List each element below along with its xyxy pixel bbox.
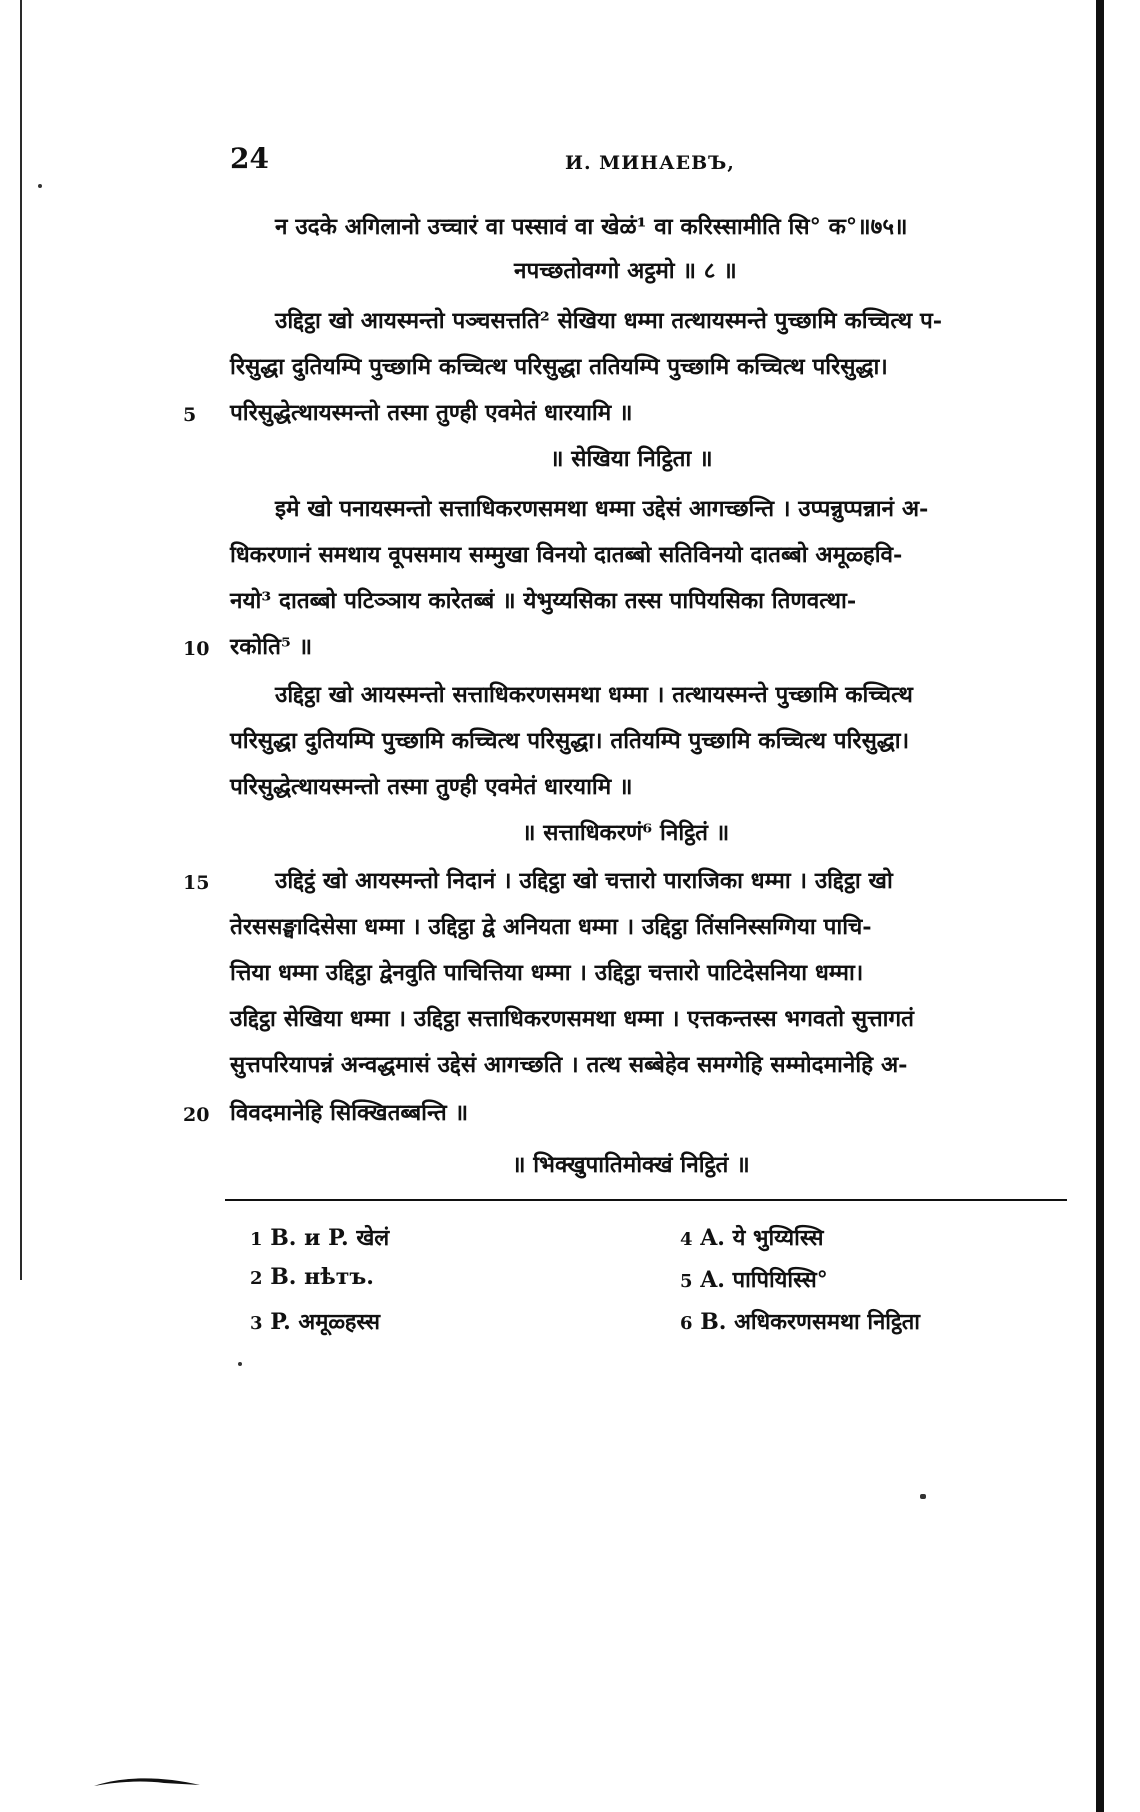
text-line: न उदके अगिलानो उच्चारं वा पस्सावं वा खेळं¹ वा करिस्सामीति सि° क°॥७५॥ — [275, 214, 908, 240]
text-line: परिसुद्धा दुतियम्पि पुच्छामि कच्चित्थ परिसुद्धा। ततियम्पि पुच्छामि कच्चित्थ परिसुद्धा। — [230, 728, 910, 754]
text-line: रकोति⁵ ॥ — [230, 634, 313, 660]
footnote-number: 6 — [680, 1313, 693, 1334]
text-line: उद्दिट्ठा सेखिया धम्मा । उद्दिट्ठा सत्ताधिकरणसमथा धम्मा । एत्तकन्तस्स भगवतो सुत्तागतं — [230, 1006, 914, 1032]
text-line: धिकरणानं समथाय वूपसमाय सम्मुखा विनयो दातब्बो सतिविनयो दातब्बो अमूळ्हवि- — [230, 542, 903, 568]
footnote — [680, 1264, 828, 1294]
text-line: परिसुद्धेत्थायस्मन्तो तस्मा तुण्ही एवमेतं धारयामि ॥ — [230, 400, 633, 426]
text-line: रिसुद्धा दुतियम्पि पुच्छामि कच्चित्थ परिसुद्धा ततियम्पि पुच्छामि कच्चित्थ परिसुद्धा। — [230, 354, 888, 380]
footnote — [250, 1264, 374, 1290]
line-number: 20 — [183, 1104, 210, 1126]
section-ending: ॥ सेखिया निट्ठिता ॥ — [550, 446, 713, 472]
footnote-text: B. и P. खेलं — [270, 1225, 390, 1251]
footnote-number: 4 — [680, 1229, 693, 1250]
footnote-text: B. अधिकरणसमथा निट्ठिता — [700, 1309, 920, 1335]
text-line: उद्दिट्ठं खो आयस्मन्तो निदानं । उद्दिट्ठा खो चत्तारो पाराजिका धम्मा । उद्दिट्ठा खो — [275, 868, 893, 894]
scan-artifact-mark — [92, 1774, 202, 1788]
section-ending: ॥ सत्ताधिकरणं⁶ निट्ठितं ॥ — [522, 820, 730, 846]
footnote-number: 1 — [250, 1229, 263, 1250]
text-line: परिसुद्धेत्थायस्मन्तो तस्मा तुण्ही एवमेतं धारयामि ॥ — [230, 774, 633, 800]
text-line: इमे खो पनायस्मन्तो सत्ताधिकरणसमथा धम्मा उद्देसं आगच्छन्ति । उप्पन्नुप्पन्नानं अ- — [275, 496, 929, 522]
text-line: सुत्तपरियापन्नं अन्वद्धमासं उद्देसं आगच्छति । तत्थ सब्बेहेव समग्गेहि सम्मोदमानेहि अ- — [230, 1052, 908, 1078]
line-number: 15 — [183, 872, 210, 894]
text-line: उद्दिट्ठा खो आयस्मन्तो सत्ताधिकरणसमथा धम्मा । तत्थायस्मन्ते पुच्छामि कच्चित्थ — [275, 682, 913, 708]
footnote — [680, 1222, 824, 1252]
footnote — [250, 1306, 380, 1336]
section-ending: नपच्छतोवग्गो अट्ठमो ॥ ८ ॥ — [514, 258, 737, 284]
footnote-number: 3 — [250, 1313, 263, 1334]
footnote-number: 5 — [680, 1271, 693, 1292]
footnote-separator — [225, 1199, 1067, 1201]
closing-title: ॥ भिक्खुपातिमोक्खं निट्ठितं ॥ — [512, 1152, 750, 1178]
text-line: त्तिया धम्मा उद्दिट्ठा द्वेनवुति पाचित्तिया धम्मा । उद्दिट्ठा चत्तारो पाटिदेसनिया धम्मा। — [230, 960, 864, 986]
footnote-text: P. अमूळ्हस्स — [270, 1309, 381, 1335]
footnote-text: A. पापियिस्सि° — [700, 1267, 828, 1293]
line-number: 5 — [183, 404, 197, 426]
footnote — [680, 1306, 920, 1336]
footnote-number: 2 — [250, 1268, 263, 1289]
footnote-text: A. ये भुय्यिस्सि — [700, 1225, 824, 1251]
line-number: 10 — [183, 638, 210, 660]
text-line: विवदमानेहि सिक्खितब्बन्ति ॥ — [230, 1100, 469, 1126]
text-line: नयो³ दातब्बो पटिञ्ञाय कारेतब्बं ॥ येभुय्यसिका तस्स पापियसिका तिणवत्था- — [230, 588, 857, 614]
running-head-author: И. МИНАЕВЪ, — [565, 152, 735, 174]
text-line: उद्दिट्ठा खो आयस्मन्तो पञ्चसत्तति² सेखिया धम्मा तत्थायस्मन्ते पुच्छामि कच्चित्थ प- — [275, 308, 943, 334]
footnote-text: B. нѣтъ. — [270, 1264, 374, 1290]
text-line: तेरससङ्घादिसेसा धम्मा । उद्दिट्ठा द्वे अनियता धम्मा । उद्दिट्ठा तिंसनिस्सग्गिया पाचि- — [230, 914, 872, 940]
footnote — [250, 1222, 389, 1252]
page-number: 24 — [230, 142, 269, 175]
